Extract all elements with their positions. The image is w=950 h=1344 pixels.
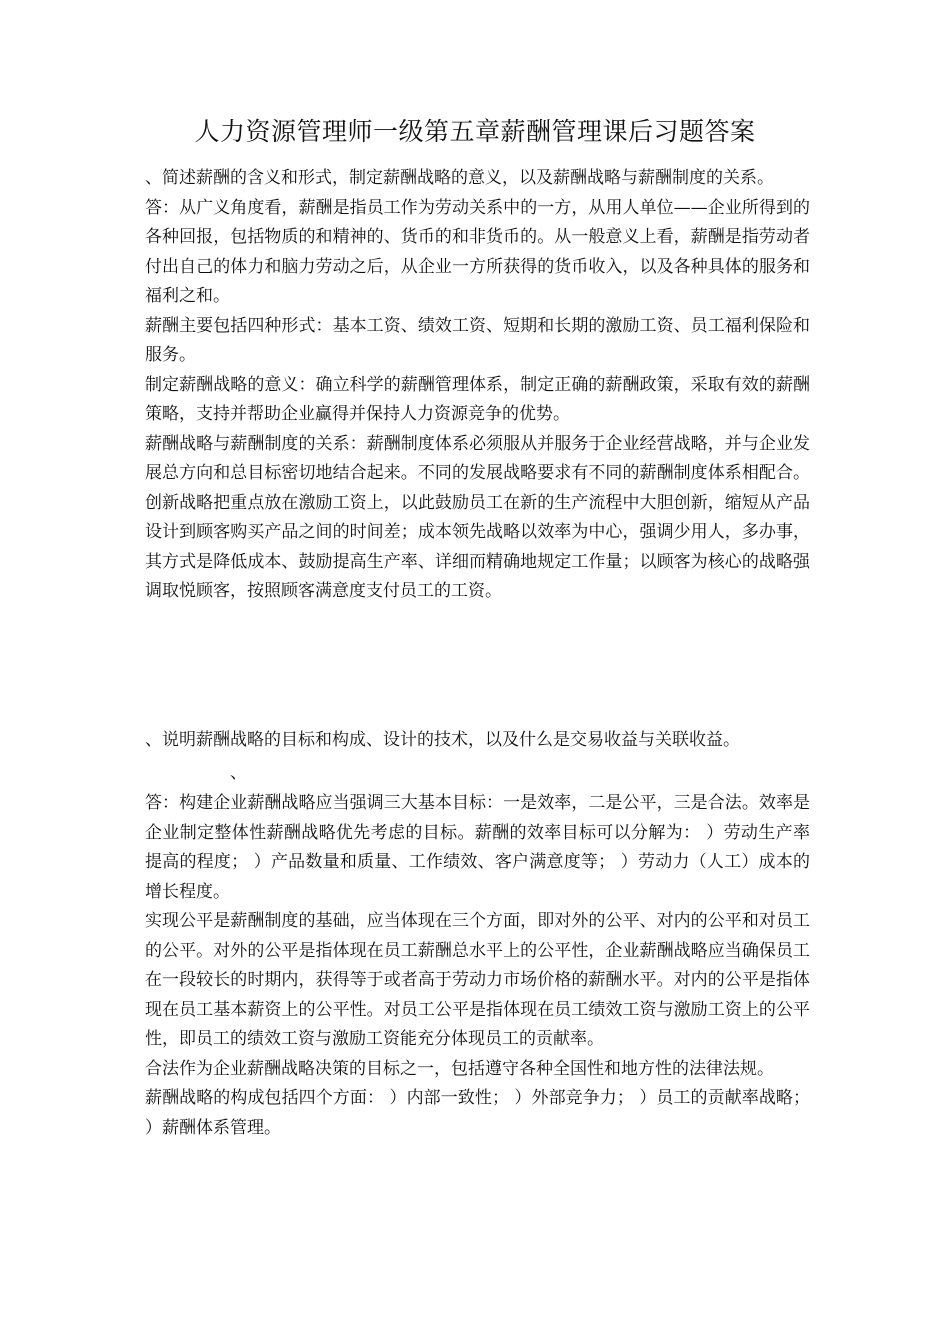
section-1: [145, 164, 810, 607]
answer-1-relationship: 薪酬战略与薪酬制度的关系：薪酬制度体系必须服从并服务于企业经营战略，并与企业发展总方向和总目标密切地结合起来。不同的发展战略要求有不同的薪酬制度体系相配合。创新战略把重点放在激励工资上，以此鼓励员工在新的生产流程中大胆创新，缩短从产品设计到顾客购买产品之间的时间差；成本领先战略以效率为中心，强调少用人，多办事，其方式是降低成本、鼓励提高生产率、详细而精确地规定工作量；以顾客为核心的战略强调取悦顾客，按照顾客满意度支付员工的工资。: [145, 433, 810, 601]
stray-punctuation: 、: [230, 763, 247, 783]
answer-2-composition: 薪酬战略的构成包括四个方面： ）内部一致性； ）外部竞争力； ）员工的贡献率战略； ）薪酬体系管理。: [145, 1088, 810, 1138]
answer-1-forms: 薪酬主要包括四种形式：基本工资、绩效工资、短期和长期的激励工资、员工福利保险和服务。: [145, 315, 810, 365]
answer-1-significance: 制定薪酬战略的意义：确立科学的薪酬管理体系，制定正确的薪酬政策，采取有效的薪酬策略，支持并帮助企业赢得并保持人力资源竞争的优势。: [145, 374, 810, 424]
answer-1-definition: 答：从广义角度看，薪酬是指员工作为劳动关系中的一方，从用人单位——企业所得到的各种回报，包括物质的和精神的、货币的和非货币的。从一般意义上看，薪酬是指劳动者付出自己的体力和脑力劳动之后，从企业一方所获得的货币收入，以及各种具体的服务和福利之和。: [145, 197, 810, 306]
answer-2-fairness: 实现公平是薪酬制度的基础，应当体现在三个方面，即对外的公平、对内的公平和对员工的公平。对外的公平是指体现在员工薪酬总水平上的公平性，企业薪酬战略应当确保员工在一段较长的时期内，获得等于或者高于劳动力市场价格的薪酬水平。对内的公平是指体现在员工基本薪资上的公平性。对员工公平是指体现在员工绩效工资与激励工资上的公平性，即员工的绩效工资与激励工资能充分体现员工的贡献率。: [145, 911, 810, 1049]
answer-2-legality: 合法作为企业薪酬战略决策的目标之一，包括遵守各种全国性和地方性的法律法规。: [145, 1058, 774, 1079]
section-2: [145, 789, 810, 1143]
question-2: 、说明薪酬战略的目标和构成、设计的技术，以及什么是交易收益与关联收益。: [145, 730, 740, 750]
answer-2-goals: 答：构建企业薪酬战略应当强调三大基本目标：一是效率，二是公平，三是合法。效率是企业制定整体性薪酬战略优先考虑的目标。薪酬的效率目标可以分解为： ）劳动生产率提高的程度； ）产品数量和质量、工作绩效、客户满意度等； ）劳动力（人工）成本的增长程度。: [145, 793, 810, 902]
document-title: 人力资源管理师一级第五章薪酬管理课后习题答案: [194, 117, 756, 146]
question-1: 、简述薪酬的含义和形式，制定薪酬战略的意义，以及薪酬战略与薪酬制度的关系。: [145, 168, 774, 188]
